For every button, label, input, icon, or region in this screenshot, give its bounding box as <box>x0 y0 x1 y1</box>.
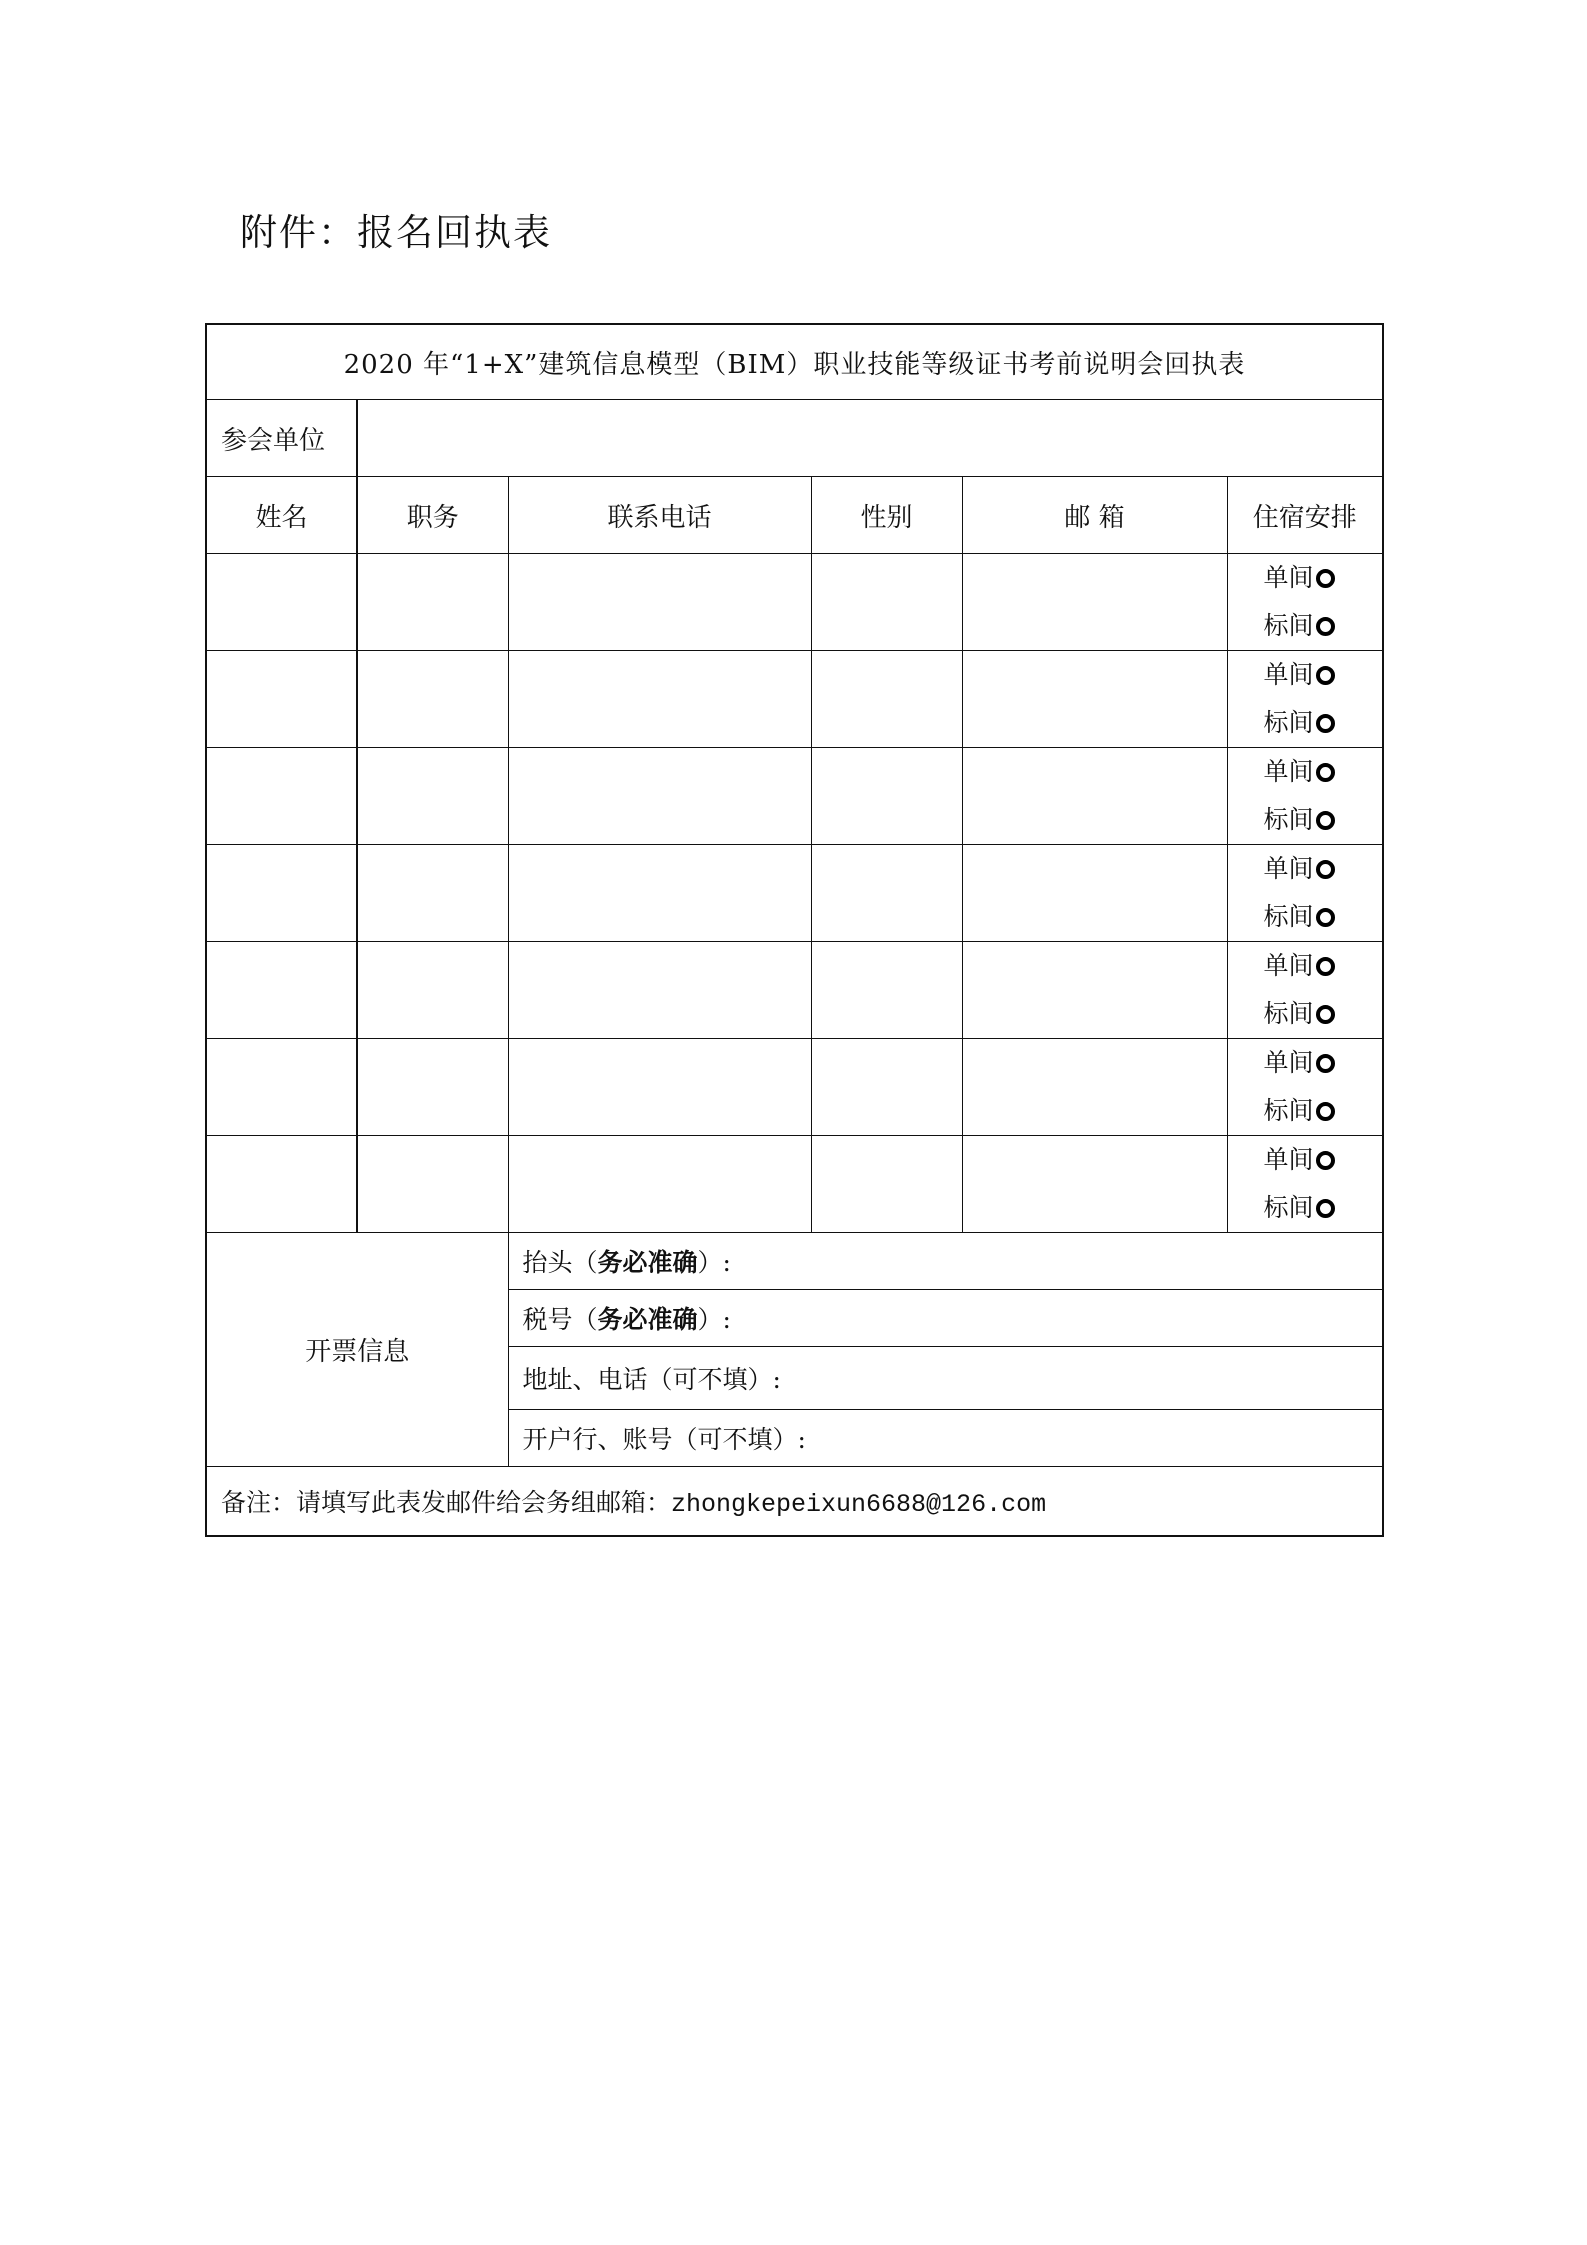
contact-email-link[interactable]: zhongkepeixun6688@126.com <box>671 1490 1047 1519</box>
gender-input[interactable] <box>811 748 962 845</box>
name-input[interactable] <box>206 651 357 748</box>
lodging-twin-option[interactable] <box>1264 893 1383 941</box>
table-row <box>206 748 1383 845</box>
gender-input[interactable] <box>811 845 962 942</box>
lodging-options <box>1227 1039 1383 1136</box>
lodging-single-option[interactable] <box>1264 554 1383 602</box>
lodging-twin-option[interactable] <box>1264 1184 1383 1232</box>
phone-input[interactable] <box>508 942 811 1039</box>
position-input[interactable] <box>357 554 508 651</box>
invoice-field-suffix: ）: <box>697 1305 731 1334</box>
radio-circle-icon[interactable] <box>1316 811 1335 830</box>
lodging-option-label: 单间 <box>1263 1048 1314 1077</box>
email-input[interactable] <box>962 748 1227 845</box>
lodging-option-label: 单间 <box>1263 757 1314 786</box>
radio-circle-icon[interactable] <box>1316 714 1335 733</box>
radio-circle-icon[interactable] <box>1316 1151 1335 1170</box>
lodging-twin-option[interactable] <box>1264 990 1383 1038</box>
lodging-option-label: 单间 <box>1263 1145 1314 1174</box>
lodging-option-label: 单间 <box>1263 854 1314 883</box>
radio-circle-icon[interactable] <box>1316 908 1335 927</box>
invoice-row <box>206 1233 1383 1290</box>
table-row <box>206 942 1383 1039</box>
col-header-position: 职务 <box>357 477 508 554</box>
org-input[interactable] <box>357 400 1383 477</box>
phone-input[interactable] <box>508 554 811 651</box>
invoice-field-2[interactable] <box>508 1347 1383 1410</box>
header-row <box>206 477 1383 554</box>
gender-input[interactable] <box>811 651 962 748</box>
email-input[interactable] <box>962 845 1227 942</box>
invoice-field-1[interactable] <box>508 1290 1383 1347</box>
position-input[interactable] <box>357 845 508 942</box>
footer-row <box>206 1467 1383 1537</box>
lodging-option-label: 标间 <box>1263 1193 1314 1222</box>
radio-circle-icon[interactable] <box>1316 1199 1335 1218</box>
lodging-option-label: 标间 <box>1263 611 1314 640</box>
invoice-field-label: 税号（ <box>522 1305 598 1334</box>
col-header-phone: 联系电话 <box>508 477 811 554</box>
gender-input[interactable] <box>811 1136 962 1233</box>
lodging-option-label: 单间 <box>1263 951 1314 980</box>
lodging-options <box>1227 1136 1383 1233</box>
lodging-options <box>1227 651 1383 748</box>
email-input[interactable] <box>962 1039 1227 1136</box>
phone-input[interactable] <box>508 748 811 845</box>
name-input[interactable] <box>206 554 357 651</box>
lodging-twin-option[interactable] <box>1264 1087 1383 1135</box>
name-input[interactable] <box>206 1039 357 1136</box>
invoice-field-suffix: ）: <box>697 1248 731 1277</box>
gender-input[interactable] <box>811 942 962 1039</box>
registration-form-table <box>205 323 1384 1537</box>
lodging-twin-option[interactable] <box>1264 699 1383 747</box>
name-input[interactable] <box>206 748 357 845</box>
name-input[interactable] <box>206 942 357 1039</box>
radio-circle-icon[interactable] <box>1316 617 1335 636</box>
position-input[interactable] <box>357 748 508 845</box>
radio-circle-icon[interactable] <box>1316 1005 1335 1024</box>
lodging-single-option[interactable] <box>1264 845 1383 893</box>
col-header-lodging: 住宿安排 <box>1227 477 1383 554</box>
radio-circle-icon[interactable] <box>1316 1102 1335 1121</box>
email-input[interactable] <box>962 554 1227 651</box>
lodging-option-label: 单间 <box>1263 563 1314 592</box>
lodging-options <box>1227 942 1383 1039</box>
lodging-option-label: 标间 <box>1263 805 1314 834</box>
position-input[interactable] <box>357 942 508 1039</box>
lodging-single-option[interactable] <box>1264 1136 1383 1184</box>
footer-note <box>206 1467 1383 1537</box>
invoice-field-0[interactable] <box>508 1233 1383 1290</box>
lodging-twin-option[interactable] <box>1264 602 1383 650</box>
name-input[interactable] <box>206 845 357 942</box>
form-title: 2020 年“1+X”建筑信息模型（BIM）职业技能等级证书考前说明会回执表 <box>206 324 1383 400</box>
phone-input[interactable] <box>508 845 811 942</box>
table-row <box>206 845 1383 942</box>
invoice-field-label: 地址、电话（可不填）: <box>522 1365 781 1394</box>
table-row <box>206 1136 1383 1233</box>
invoice-field-emphasis: 务必准确 <box>597 1248 698 1277</box>
org-label: 参会单位 <box>206 400 357 477</box>
radio-circle-icon[interactable] <box>1316 1054 1335 1073</box>
invoice-info-label: 开票信息 <box>206 1233 508 1467</box>
position-input[interactable] <box>357 1039 508 1136</box>
phone-input[interactable] <box>508 1136 811 1233</box>
phone-input[interactable] <box>508 1039 811 1136</box>
lodging-options <box>1227 845 1383 942</box>
email-input[interactable] <box>962 1136 1227 1233</box>
lodging-single-option[interactable] <box>1264 748 1383 796</box>
lodging-option-label: 标间 <box>1263 999 1314 1028</box>
lodging-option-label: 标间 <box>1263 1096 1314 1125</box>
invoice-field-label: 抬头（ <box>522 1248 598 1277</box>
lodging-single-option[interactable] <box>1264 1039 1383 1087</box>
gender-input[interactable] <box>811 554 962 651</box>
page-heading: 附件：报名回执表 <box>240 211 552 254</box>
email-input[interactable] <box>962 942 1227 1039</box>
lodging-single-option[interactable] <box>1264 651 1383 699</box>
invoice-field-3[interactable] <box>508 1410 1383 1467</box>
col-header-email: 邮 箱 <box>962 477 1227 554</box>
gender-input[interactable] <box>811 1039 962 1136</box>
radio-circle-icon[interactable] <box>1316 957 1335 976</box>
lodging-single-option[interactable] <box>1264 942 1383 990</box>
email-input[interactable] <box>962 651 1227 748</box>
col-header-gender: 性别 <box>811 477 962 554</box>
footer-note-text: 备注：请填写此表发邮件给会务组邮箱： <box>221 1488 672 1517</box>
radio-circle-icon[interactable] <box>1316 763 1335 782</box>
lodging-option-label: 单间 <box>1263 660 1314 689</box>
radio-circle-icon[interactable] <box>1316 666 1335 685</box>
lodging-option-label: 标间 <box>1263 902 1314 931</box>
invoice-field-emphasis: 务必准确 <box>597 1305 698 1334</box>
lodging-options <box>1227 554 1383 651</box>
lodging-twin-option[interactable] <box>1264 796 1383 844</box>
phone-input[interactable] <box>508 651 811 748</box>
lodging-options <box>1227 748 1383 845</box>
radio-circle-icon[interactable] <box>1316 860 1335 879</box>
table-row <box>206 554 1383 651</box>
radio-circle-icon[interactable] <box>1316 569 1335 588</box>
lodging-option-label: 标间 <box>1263 708 1314 737</box>
position-input[interactable] <box>357 1136 508 1233</box>
name-input[interactable] <box>206 1136 357 1233</box>
table-row <box>206 651 1383 748</box>
col-header-name: 姓名 <box>206 477 357 554</box>
table-row <box>206 1039 1383 1136</box>
invoice-field-label: 开户行、账号（可不填）: <box>522 1425 806 1454</box>
position-input[interactable] <box>357 651 508 748</box>
